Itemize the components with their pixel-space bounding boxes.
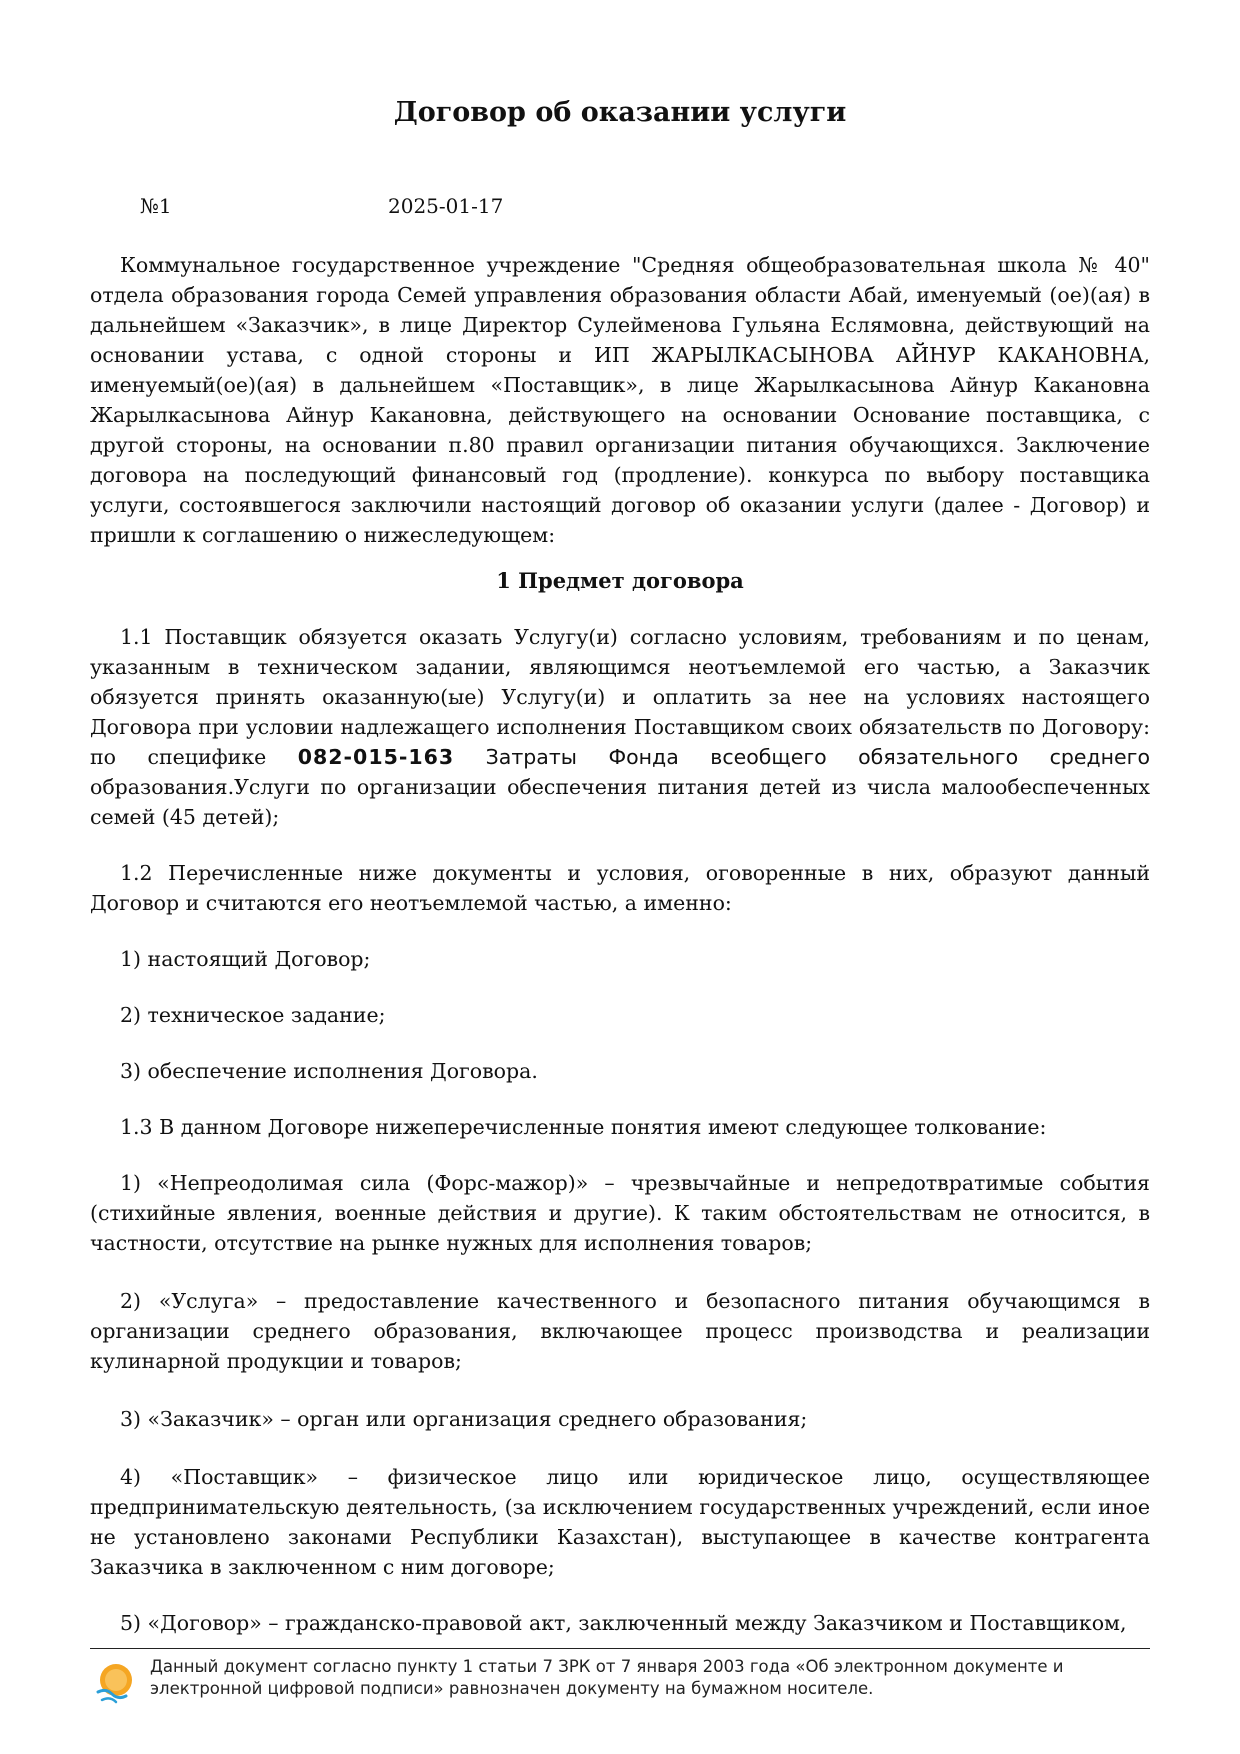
list-item: 3) обеспечение исполнения Договора.	[120, 1059, 538, 1083]
definition-supplier: 4) «Поставщик» – физическое лицо или юридическое лицо, осуществляющее предпринимательскую деятельность, (за исключением государственных учреждений, если иное не установлено законами Республики Казахстан), выступающее в качестве контрагента Заказчика в заключенном с ним договоре;	[90, 1465, 1150, 1579]
document-title: Договор об оказании услуги	[393, 97, 847, 128]
section-heading-subject: 1 Предмет договора	[496, 568, 744, 593]
egov-sun-logo-icon	[92, 1658, 140, 1706]
clause-1-1-text: 1.1 Поставщик обязуется оказать Услугу(и) согласно условиям, требованиям и по ценам, указанным в техническом задании, являющимся неотъемлемой его частью, а Заказчик обязуется принять оказанную(ые) Услугу(и) и оплатить за нее на условиях настоящего Договора при условии надлежащего исполнения Поставщиком своих обязательств по Договору: по специфике	[90, 625, 1150, 769]
clause-1-1-text-end: образования.Услуги по организации обеспечения питания детей из числа малообеспеченных семей (45 детей);	[90, 775, 1150, 829]
footer-divider	[90, 1648, 1150, 1649]
definition-contract: 5) «Договор» – гражданско-правовой акт, заключенный между Заказчиком и Поставщиком,	[120, 1611, 1127, 1635]
clause-1-1-fund: Затраты Фонда всеобщего обязательного среднего	[454, 745, 1150, 769]
definition-customer: 3) «Заказчик» – орган или организация среднего образования;	[120, 1407, 808, 1431]
definition-force-majeure: 1) «Непреодолимая сила (Форс-мажор)» – чрезвычайные и непредотвратимые события (стихийные явления, военные действия и другие). К таким обстоятельствам не относится, в частности, отсутствие на рынке нужных для исполнения товаров;	[90, 1171, 1150, 1255]
document-date: 2025-01-17	[388, 194, 504, 218]
clause-1-3: 1.3 В данном Договоре нижеперечисленные понятия имеют следующее толкование:	[120, 1115, 1047, 1139]
clause-1-1	[90, 622, 1150, 832]
definition-service: 2) «Услуга» – предоставление качественного и безопасного питания обучающимся в организации среднего образования, включающее процесс производства и реализации кулинарной продукции и товаров;	[90, 1289, 1150, 1373]
footer-legal-note: Данный документ согласно пункту 1 статьи 7 ЗРК от 7 января 2003 года «Об электронном документе и электронной цифровой подписи» равнозначен документу на бумажном носителе.	[150, 1657, 1064, 1698]
preamble-paragraph: Коммунальное государственное учреждение "Средняя общеобразовательная школа № 40" отдела образования города Семей управления образования области Абай, именуемый (ое)(ая) в дальнейшем «Заказчик», в лице Директор Сулейменова Гульяна Еслямовна, действующий на основании устава, с одной стороны и ИП ЖАРЫЛКАСЫНОВА АЙНУР КАКАНОВНА, именуемый(ое)(ая) в дальнейшем «Поставщик», в лице Жарылкасынова Айнур Какановна Жарылкасынова Айнур Какановна, действующего на основании Основание поставщика, с другой стороны, на основании п.80 правил организации питания обучающихся. Заключение договора на последующий финансовый год (продление). конкурса по выбору поставщика услуги, состоявшегося заключили настоящий договор об оказании услуги (далее - Договор) и пришли к соглашению о нижеследующем:	[90, 253, 1150, 547]
clause-1-2: 1.2 Перечисленные ниже документы и условия, оговоренные в них, образуют данный Договор и считаются его неотъемлемой частью, а именно:	[90, 861, 1150, 915]
list-item: 2) техническое задание;	[120, 1003, 386, 1027]
list-item: 1) настоящий Договор;	[120, 947, 371, 971]
budget-code: 082-015-163	[297, 745, 455, 769]
document-number: №1	[140, 194, 172, 218]
